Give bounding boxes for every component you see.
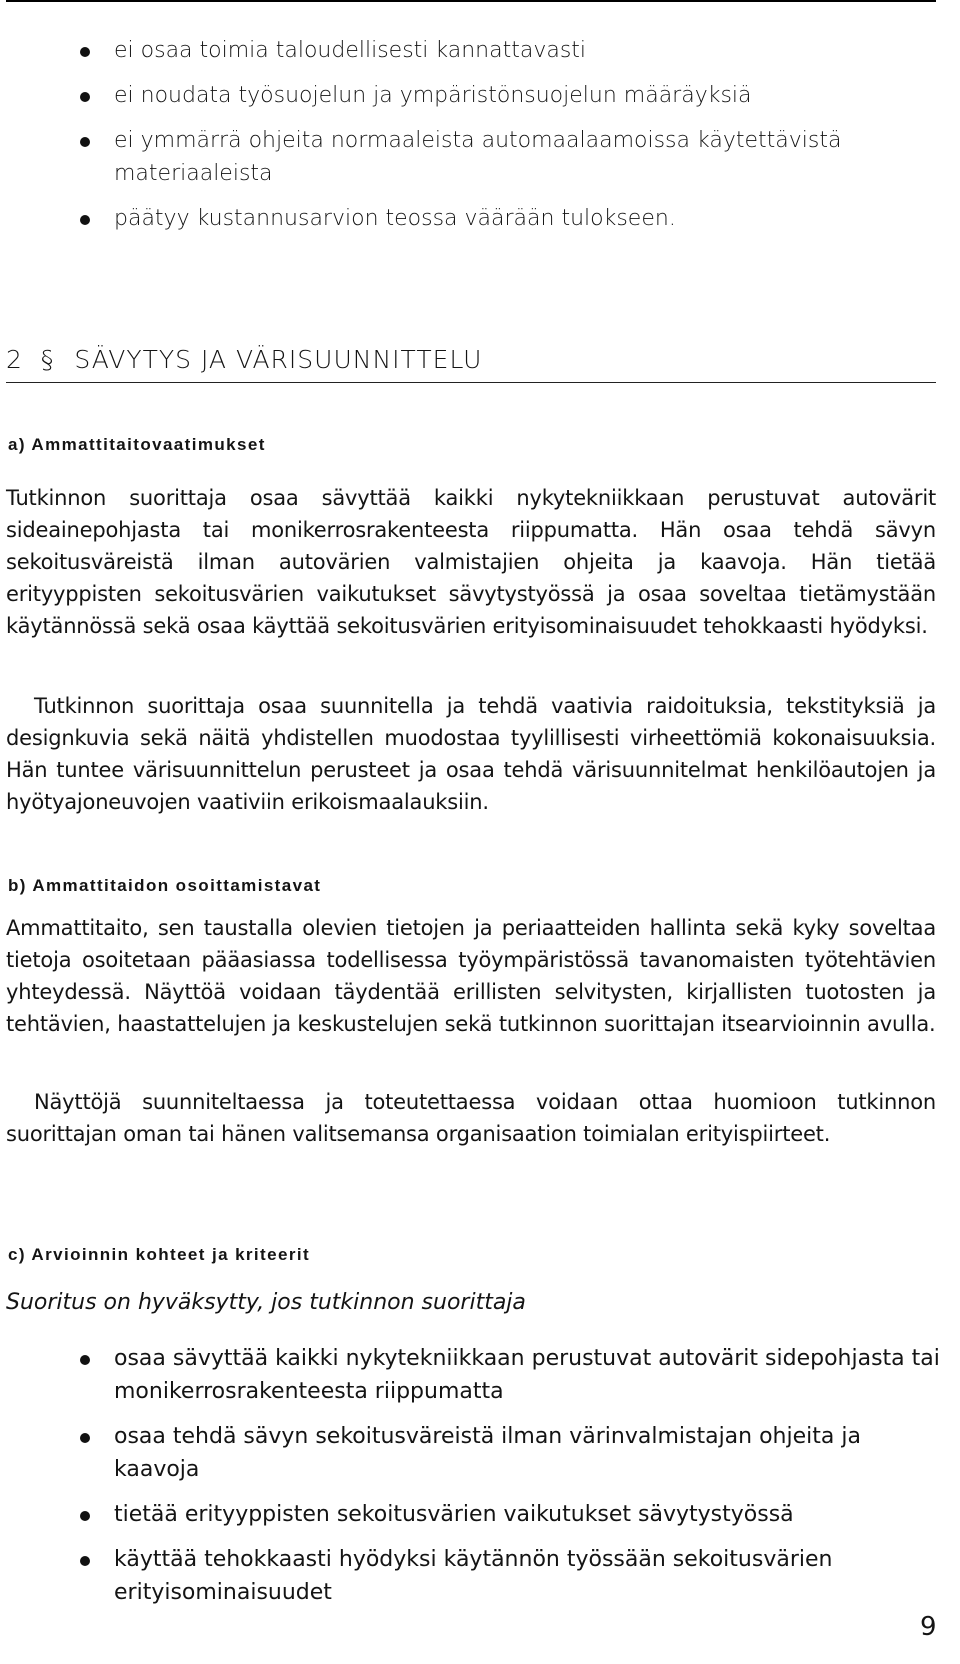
section-heading (6, 345, 936, 383)
bullet-text: päätyy kustannusarvion teossa väärään tulokseen. (114, 206, 676, 231)
list-item (0, 1543, 944, 1609)
section-title: SÄVYTYS JA VÄRISUUNNITTELU (74, 345, 483, 374)
list-item (0, 1498, 944, 1531)
top-rule (6, 0, 936, 2)
list-item (0, 34, 934, 67)
section-symbol: § (40, 345, 55, 374)
bullet-text: osaa tehdä sävyn sekoitusväreistä ilman värinvalmistajan ohjeita ja kaavoja (114, 1424, 861, 1482)
section-number: 2 (6, 345, 23, 374)
bullet-icon (80, 1556, 90, 1566)
bullet-text: käyttää tehokkaasti hyödyksi käytännön työssään sekoitusvärien erityisominaisuudet (114, 1547, 833, 1605)
subheading-criteria: c) Arvioinnin kohteet ja kriteerit (8, 1245, 311, 1264)
bullet-text: osaa sävyttää kaikki nykytekniikkaan perustuvat autovärit sidepohjasta tai monikerrosrakenteesta riippumatta (114, 1346, 940, 1404)
paragraph-demonstration-2: Näyttöjä suunniteltaessa ja toteutettaessa voidaan ottaa huomioon tutkinnon suorittajan oman tai hänen valitsemansa organisaation toimialan erityispiirteet. (6, 1090, 936, 1146)
bullet-icon (80, 215, 90, 225)
bullet-icon (80, 47, 90, 57)
paragraph-requirements-1: Tutkinnon suorittaja osaa sävyttää kaikki nykytekniikkaan perustuvat autovärit sideainepohjasta tai monikerrosrakenteesta riippumatta. Hän osaa tehdä sävyn sekoitusväreistä ilman autovärien valmistajien ohjeita ja kaavoja. Hän tietää erityyppisten sekoitusvärien vaikutukset sävytystyössä ja osaa soveltaa tietämystään käytännössä sekä osaa käyttää sekoitusvärien erityisominaisuudet tehokkaasti hyödyksi. (6, 486, 936, 638)
list-item (0, 1342, 944, 1408)
paragraph-requirements-2: Tutkinnon suorittaja osaa suunnitella ja tehdä vaativia raidoituksia, tekstityksiä ja designkuvia sekä näitä yhdistellen muodostaa tyylillisesti virheettömiä kokonaisuuksia. Hän tuntee värisuunnittelun perusteet ja osaa tehdä värisuunnitelmat henkilöautojen ja hyötyajoneuvojen vaativiin erikoismaalauksiin. (6, 694, 936, 814)
list-item (0, 124, 934, 190)
page-number: 9 (920, 1612, 937, 1642)
bullet-text: ei osaa toimia taloudellisesti kannattavasti (114, 38, 587, 63)
bullet-text: ei ymmärrä ohjeita normaaleista automaalaamoissa käytettävistä materiaaleista (114, 128, 842, 186)
list-item (0, 202, 934, 235)
bullet-icon (80, 137, 90, 147)
bullet-icon (80, 1433, 90, 1443)
paragraph-demonstration-1: Ammattitaito, sen taustalla olevien tietojen ja periaatteiden hallinta sekä kyky soveltaa tietoja osoitetaan pääasiassa todellisessa työympäristössä tavanomaisten työtehtävien yhteydessä. Näyttöä voidaan täydentää erillisten selvitysten, kirjallisten tuotosten ja tehtävien, haastattelujen ja keskustelujen sekä tutkinnon suorittajan itsearvioinnin avulla. (6, 916, 936, 1036)
list-item (0, 79, 934, 112)
bullet-text: tietää erityyppisten sekoitusvärien vaikutukset sävytystyössä (114, 1502, 794, 1527)
bullet-icon (80, 92, 90, 102)
subheading-demonstration: b) Ammattitaidon osoittamistavat (8, 876, 322, 895)
criteria-lead: Suoritus on hyväksytty, jos tutkinnon suorittaja (6, 1290, 526, 1315)
subheading-requirements: a) Ammattitaitovaatimukset (8, 435, 266, 454)
bullet-icon (80, 1511, 90, 1521)
list-item (0, 1420, 944, 1486)
top-bullet-list (0, 34, 960, 247)
criteria-bullet-list (0, 1342, 960, 1621)
bullet-icon (80, 1355, 90, 1365)
bullet-text: ei noudata työsuojelun ja ympäristönsuojelun määräyksiä (114, 83, 752, 108)
